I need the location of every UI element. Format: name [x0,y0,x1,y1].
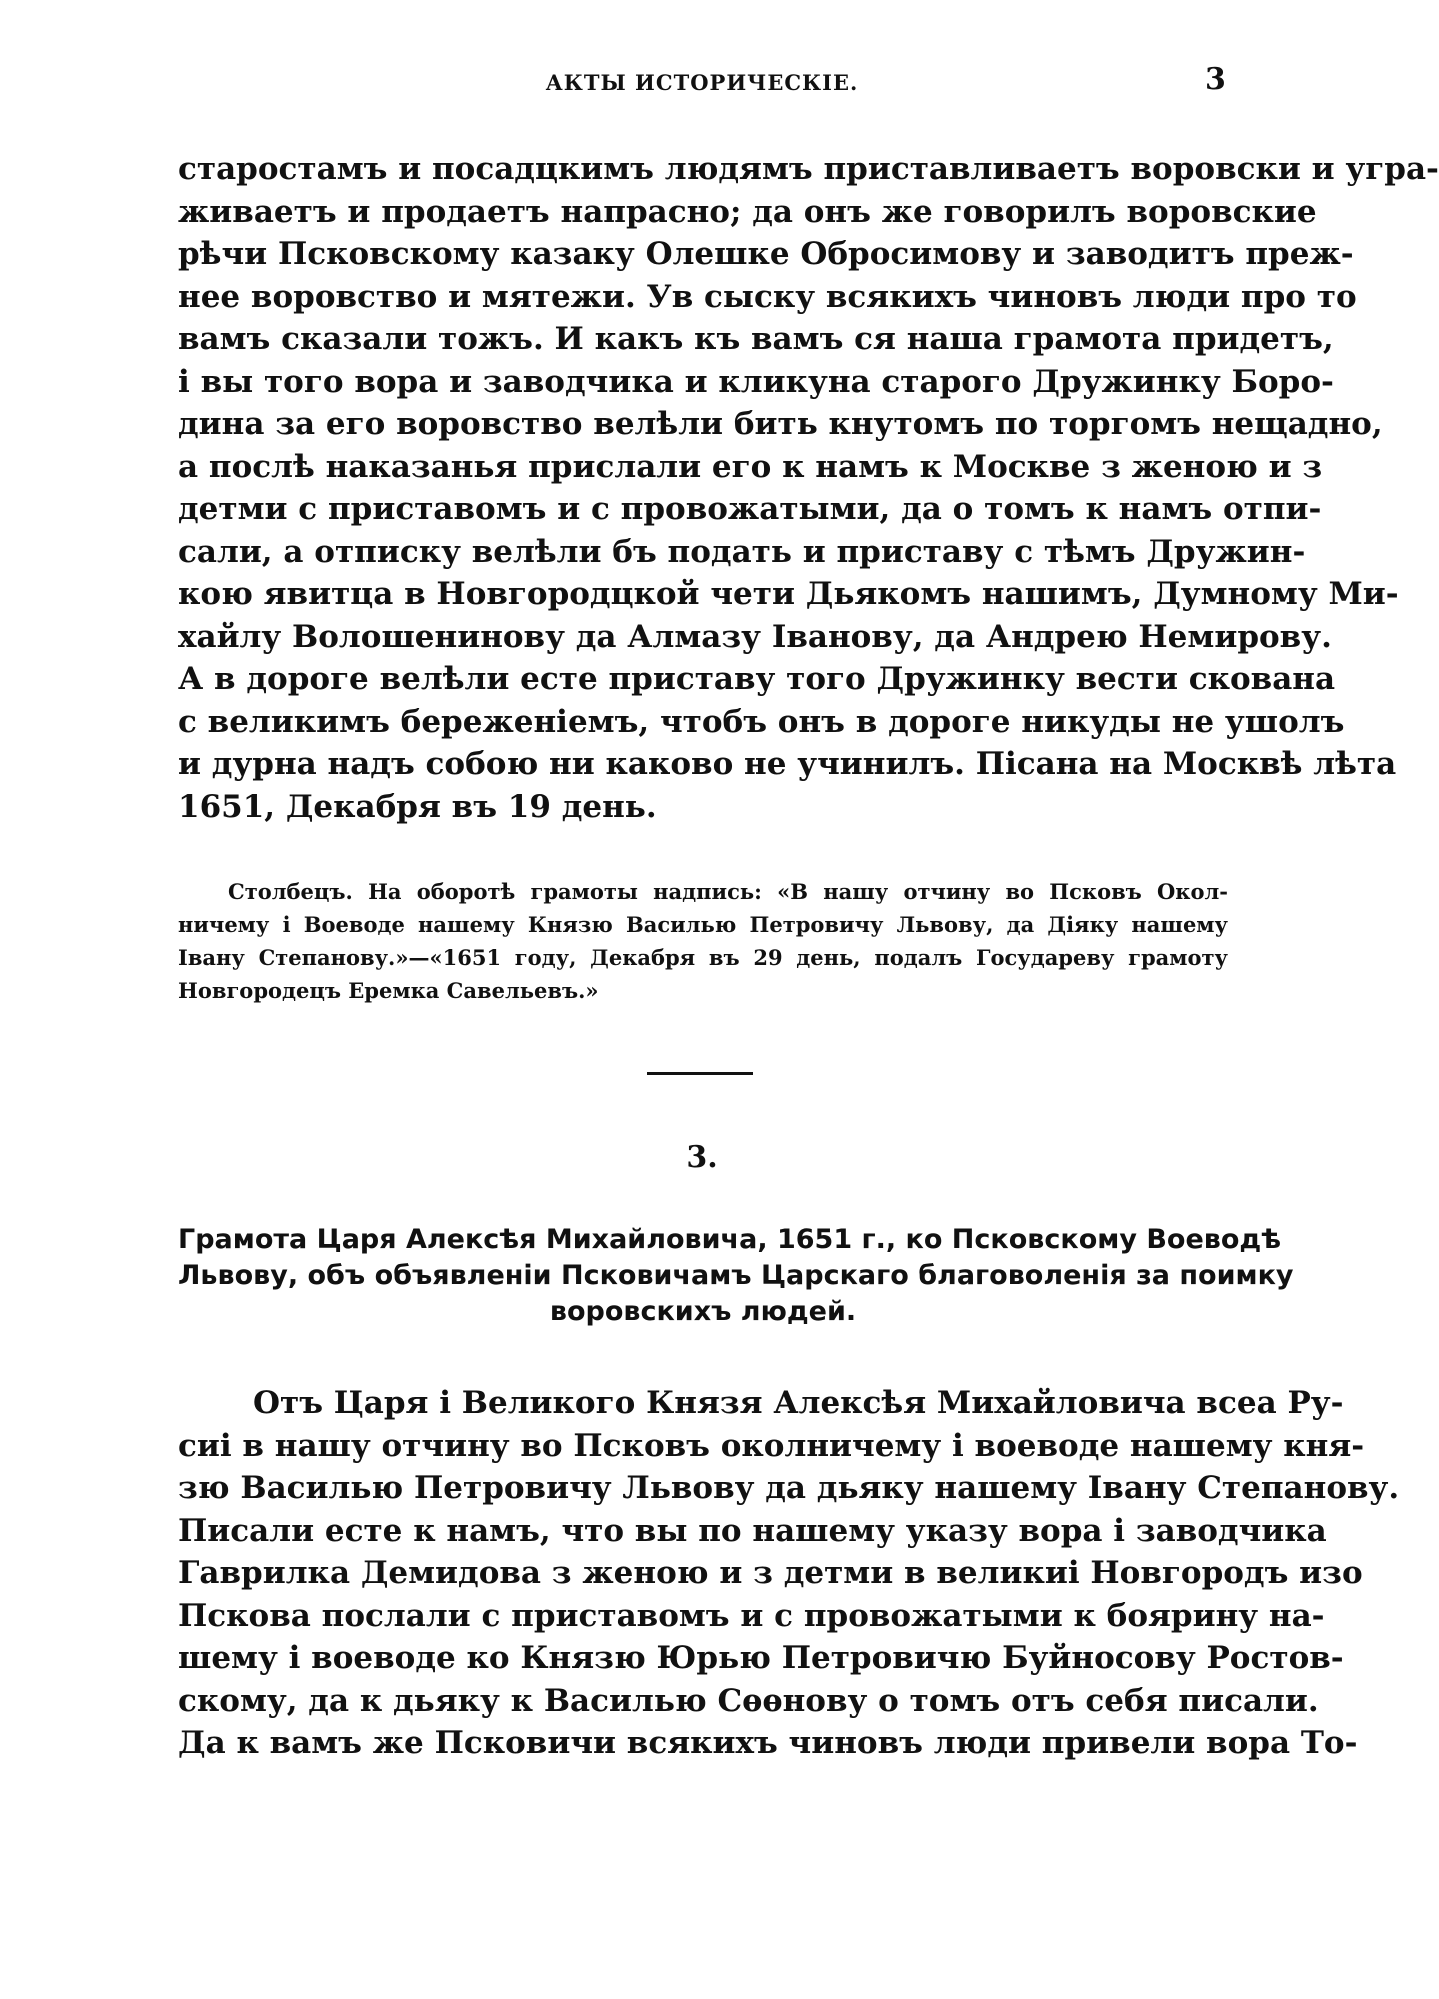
note-line: Новгородецъ Еремка Савельевъ.» [178,978,599,1003]
page-number: 3 [1205,62,1226,97]
text-line: сиі в нашу отчину во Псковъ околничему і воеводе нашему кня- [178,1427,1365,1464]
text-line: скому, да к дьяку к Василью Сѳѳнову о томъ отъ себя писали. [178,1682,1319,1719]
text-line: нее воровство и мятежи. Ув сыску всякихъ чиновъ люди про то [178,278,1357,315]
text-line: шему і воеводе ко Князю Юрью Петровичю Буйносову Ростов- [178,1640,1344,1676]
previous-document-text [178,148,1439,828]
text-line: а послѣ наказанья прислали его к намъ к Москве з женою и з [178,448,1323,485]
document-number: 3. [686,1140,718,1175]
text-line: зю Василью Петровичу Львову да дьяку нашему Івану Степанову. [178,1470,1400,1506]
text-line: і вы того вора и заводчика и кликуна старого Дружинку Боро- [178,363,1334,400]
text-line: и дурна надъ собою ни каково не учинилъ. Пісана на Москвѣ лѣта [178,746,1397,782]
section-divider [647,1072,753,1075]
text-line: А в дороге велѣли есте приставу того Дружинку вести скована [178,661,1336,697]
text-line: сали, а отписку велѣли бъ подать и приставу с тѣмъ Дружин- [178,533,1306,570]
archival-note [178,875,1228,1007]
text-line: хайлу Волошенинову да Алмазу Іванову, да Андрею Немирову. [178,618,1332,655]
title-line: Грамота Царя Алексѣя Михайловича, 1651 г., ко Псковскому Воеводѣ [178,1224,1282,1255]
document-title [178,1222,1294,1330]
text-line: дина за его воровство велѣли бить кнутомъ по торгомъ нещадно, [178,406,1383,442]
text-line: кою явитца в Новгородцкой чети Дьякомъ нашимъ, Думному Ми- [178,576,1399,612]
text-line: вамъ сказали тожъ. И какъ къ вамъ ся наша грамота придетъ, [178,321,1334,357]
note-line: Івану Степанову.»—«1651 году, Декабря въ 29 день, подалъ Государеву грамоту [178,945,1228,970]
document-body-text [178,1382,1400,1765]
text-line: Отъ Царя і Великого Князя Алексѣя Михайловича всеа Ру- [253,1385,1344,1421]
text-line: Гаврилка Демидова з женою и з детми в великиі Новгородъ изо [178,1555,1363,1591]
text-line: живаетъ и продаетъ напрасно; да онъ же говорилъ воровские [178,193,1317,230]
note-line: ничему і Воеводе нашему Князю Василью Петровичу Львову, да Діяку нашему [178,912,1228,937]
title-line: воровскихъ людей. [549,1296,857,1327]
running-title: АКТЫ ИСТОРИЧЕСКІЕ. [545,70,859,95]
text-line: Пскова послали с приставомъ и с провожатыми к боярину на- [178,1597,1325,1634]
title-line: Львову, объ объявленіи Псковичамъ Царскаго благоволенія за поимку [178,1260,1294,1291]
text-line: рѣчи Псковскому казаку Олешке Обросимову и заводитъ преж- [178,236,1354,272]
text-line: детми с приставомъ и с провожатыми, да о томъ к намъ отпи- [178,491,1322,527]
text-line: старостамъ и посадцкимъ людямъ приставливаетъ воровски и угра- [178,151,1439,187]
text-line: Писали есте к намъ, что вы по нашему указу вора і заводчика [178,1512,1327,1549]
note-line: Столбецъ. На оборотѣ грамоты надпись: «В нашу отчину во Псковъ Окол- [228,879,1228,904]
text-line: Да к вамъ же Псковичи всякихъ чиновъ люди привели вора То- [178,1725,1358,1761]
text-line: 1651, Декабря въ 19 день. [178,788,657,825]
text-line: с великимъ береженіемъ, чтобъ онъ в дороге никуды не ушолъ [178,703,1345,740]
